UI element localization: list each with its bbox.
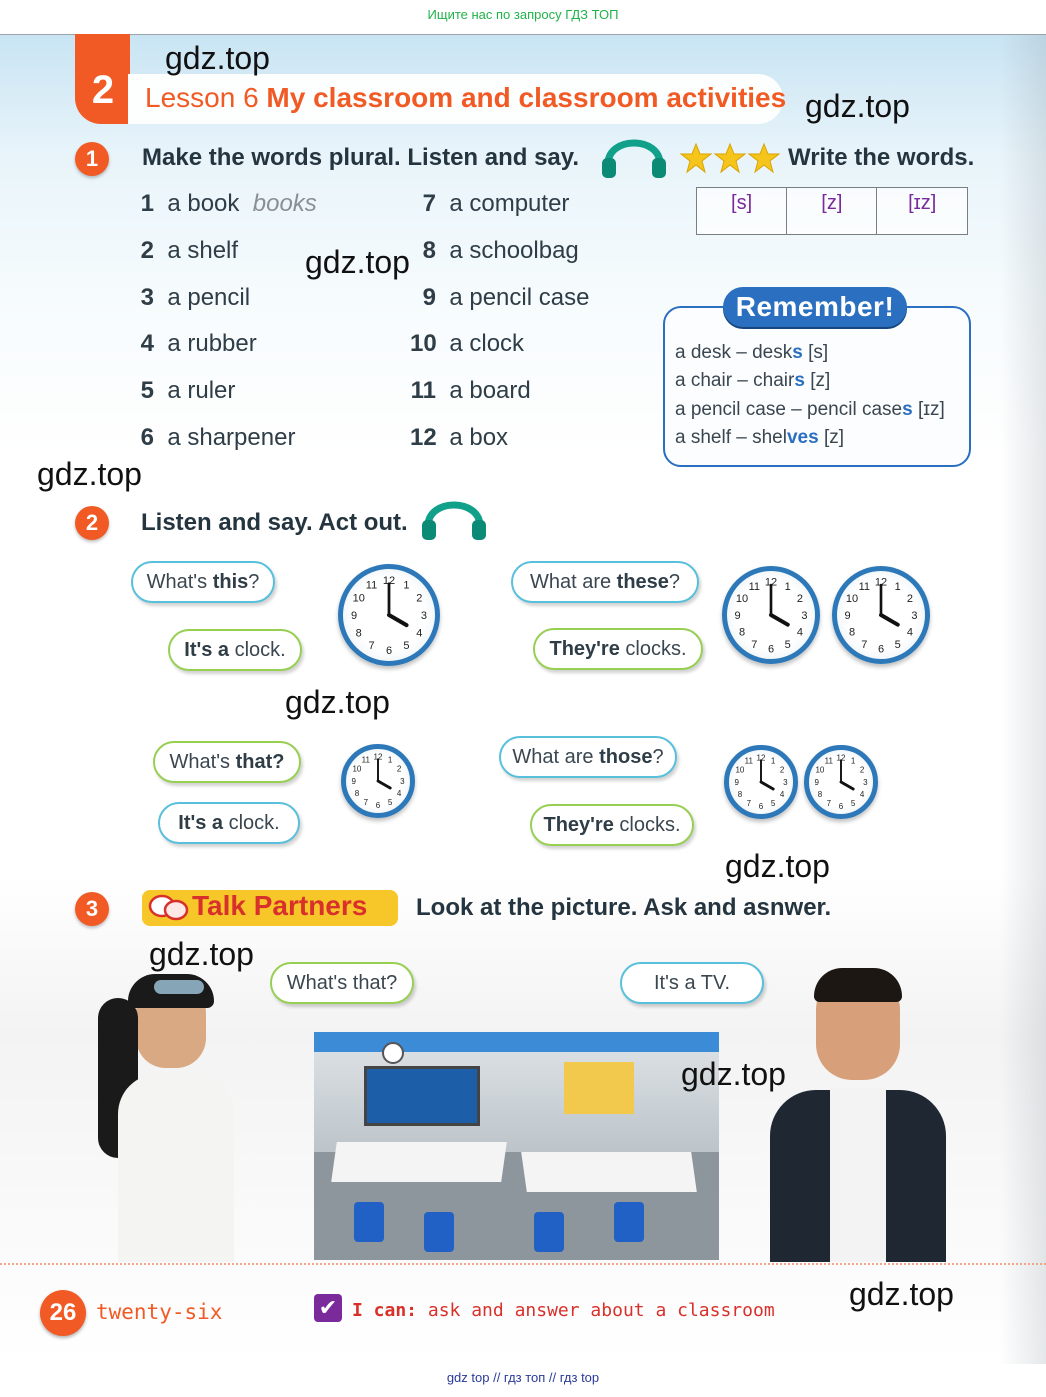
- bubble-bold-text: It's a: [178, 812, 224, 834]
- word-text: a rubber: [167, 330, 257, 357]
- word-text: a board: [449, 377, 531, 404]
- clock-number: 9: [734, 609, 741, 622]
- clock-number: 8: [354, 788, 360, 798]
- clock-number: 6: [767, 643, 775, 656]
- word-text: a clock: [449, 330, 525, 357]
- clock-number: 1: [784, 580, 791, 593]
- chat-bubbles-icon: [148, 893, 190, 923]
- remember-plural-stem: pencil case: [807, 399, 903, 420]
- clock: [722, 566, 820, 664]
- watermark: gdz.top: [681, 1056, 786, 1092]
- clock-number: 5: [770, 798, 776, 808]
- wall-clock: [382, 1042, 404, 1064]
- sound-z-cell[interactable]: [z]: [787, 188, 877, 235]
- clock-number: 11: [748, 580, 760, 593]
- clock-number: 7: [861, 638, 868, 651]
- word-text: a ruler: [167, 377, 236, 404]
- clock-number: 4: [796, 626, 804, 639]
- speech-bubble-answer: [530, 804, 694, 846]
- hour-hand: [761, 782, 773, 789]
- speech-bubble-question: [153, 741, 301, 783]
- bubble-text: ?: [248, 571, 260, 593]
- watermark: gdz.top: [37, 456, 142, 492]
- exercise-2-number: 2: [75, 506, 109, 540]
- clock-number: 5: [894, 638, 901, 651]
- clock: [338, 564, 440, 666]
- word-number: 2: [140, 237, 154, 264]
- clock-number: 9: [814, 777, 819, 787]
- remember-line: [675, 342, 828, 364]
- clock-number: 6: [758, 802, 764, 812]
- clock-number: 6: [385, 644, 393, 657]
- girl-illustration: [98, 978, 238, 1262]
- word-number: 4: [140, 330, 154, 357]
- bubble-text: clocks.: [619, 638, 687, 660]
- clock-number: 4: [859, 789, 865, 799]
- remember-sound: [z]: [810, 370, 831, 391]
- remember-singular: a desk –: [675, 342, 747, 363]
- clock-number: 2: [859, 765, 865, 775]
- hour-hand: [389, 615, 407, 625]
- clock-dial: [343, 569, 435, 661]
- clock-number: 12: [874, 576, 888, 589]
- write-words-instruction: Write the words.: [788, 144, 975, 171]
- footer-links[interactable]: gdz top // гдз топ // гдз top: [446, 1370, 600, 1385]
- word-item: [410, 190, 569, 218]
- clock: [832, 566, 930, 664]
- clock-number: 3: [801, 609, 808, 622]
- word-item: [410, 424, 508, 452]
- word-text: a box: [449, 424, 509, 451]
- speech-bubble-question: What's that?: [270, 962, 414, 1004]
- page-top-line: [0, 34, 1046, 35]
- hour-hand: [881, 615, 898, 625]
- sound-s-cell[interactable]: [s]: [697, 188, 787, 235]
- word-text: a pencil case: [449, 284, 590, 311]
- clock-number: 4: [779, 789, 785, 799]
- clock-number: 12: [373, 752, 383, 762]
- word-number: 7: [422, 190, 436, 217]
- word-text: a pencil: [167, 284, 251, 311]
- clock-number: 2: [796, 593, 804, 606]
- remember-line: [675, 399, 945, 421]
- lesson-label: Lesson 6: [145, 82, 259, 113]
- hour-hand: [841, 782, 853, 789]
- clock-number: 7: [746, 798, 752, 808]
- clock-number: 11: [361, 755, 370, 765]
- clock-number: 10: [735, 765, 745, 775]
- clock-number: 10: [815, 765, 825, 775]
- clock-number: 8: [737, 789, 743, 799]
- word-item: [410, 330, 524, 358]
- word-number: 1: [140, 190, 154, 217]
- clock-number: 9: [734, 777, 739, 787]
- word-item: [140, 424, 295, 452]
- remember-sound: [ɪz]: [917, 399, 945, 420]
- headphones-icon[interactable]: [600, 128, 668, 178]
- speech-bubble-question: [131, 561, 275, 603]
- word-item: [140, 377, 235, 405]
- bubble-bold-text: this: [212, 571, 249, 593]
- star-icon: [680, 142, 780, 174]
- footer-divider: [0, 1263, 1046, 1265]
- clock-number: 12: [756, 753, 766, 763]
- boy-illustration: [770, 970, 946, 1262]
- clock-number: 6: [877, 643, 885, 656]
- hour-hand: [378, 781, 390, 788]
- bubble-text: ?: [652, 746, 664, 768]
- watermark: gdz.top: [805, 88, 910, 124]
- word-number: 11: [410, 377, 436, 404]
- clock-number: 12: [382, 574, 396, 587]
- clock-number: 3: [400, 776, 405, 786]
- clock-number: 2: [906, 593, 914, 606]
- clock-number: 7: [751, 638, 758, 651]
- clock-number: 5: [850, 798, 856, 808]
- clock-number: 12: [764, 576, 778, 589]
- word-item: [140, 330, 257, 358]
- page-number-words: twenty-six: [96, 1300, 223, 1324]
- bubble-text: What's: [169, 751, 236, 773]
- clock-number: 10: [352, 592, 365, 605]
- clock-number: 1: [894, 580, 901, 593]
- word-item: [140, 190, 317, 218]
- clock-number: 9: [351, 776, 356, 786]
- watermark: gdz.top: [725, 848, 830, 884]
- classroom-chair: [424, 1212, 454, 1252]
- remember-plural-ending: s: [902, 399, 913, 420]
- clock-number: 5: [387, 797, 393, 807]
- clock-number: 1: [403, 579, 410, 592]
- clock: [341, 744, 415, 818]
- clock-dial: [729, 750, 793, 814]
- clock-number: 6: [838, 802, 844, 812]
- word-item: [140, 284, 250, 312]
- exercise-2-instruction: Listen and say. Act out.: [141, 509, 408, 536]
- watermark: gdz.top: [305, 244, 410, 280]
- sound-iz-cell[interactable]: [ɪz]: [877, 188, 968, 235]
- remember-sound: [z]: [823, 427, 845, 448]
- sound-table: [696, 187, 968, 235]
- word-item: [410, 377, 531, 405]
- clock-number: 3: [420, 609, 428, 622]
- speech-bubble-answer: [533, 628, 703, 670]
- clock-number: 11: [744, 756, 753, 766]
- watermark: gdz.top: [285, 684, 390, 720]
- clock-dial: [809, 750, 873, 814]
- clock-number: 9: [844, 609, 851, 622]
- word-number: 12: [410, 424, 437, 451]
- lesson-title: [145, 82, 786, 114]
- speech-bubble-question: [499, 736, 677, 778]
- boy-hair: [814, 968, 902, 1002]
- clock-number: 11: [824, 756, 833, 766]
- remember-singular: a shelf –: [675, 427, 747, 448]
- clock-dial: [346, 749, 410, 813]
- bubble-text: clocks.: [613, 814, 681, 836]
- clock-number: 10: [352, 764, 362, 774]
- clock-number: 7: [826, 798, 832, 808]
- clock-number: 8: [355, 627, 362, 640]
- bubble-bold-text: that?: [235, 751, 285, 773]
- bubble-text: clock.: [223, 812, 280, 834]
- photo-ceiling-strip: [314, 1032, 719, 1052]
- word-text: a computer: [449, 190, 570, 217]
- word-answer: books: [252, 190, 317, 217]
- clock-number: 3: [783, 777, 788, 787]
- clock-number: 8: [738, 626, 746, 639]
- exercise-1-number: 1: [75, 142, 109, 176]
- clock-number: 8: [817, 789, 823, 799]
- bubble-bold-text: these: [616, 571, 669, 593]
- word-number: 10: [410, 330, 437, 357]
- clock-number: 12: [836, 753, 846, 763]
- clock-number: 4: [396, 788, 402, 798]
- watermark: gdz.top: [149, 936, 254, 972]
- clock-number: 4: [906, 626, 914, 639]
- classroom-chair: [534, 1212, 564, 1252]
- classroom-desk: [521, 1152, 697, 1192]
- clock-number: 1: [770, 756, 776, 766]
- clock-dial: [727, 571, 815, 659]
- remember-plural-stem: desk: [752, 342, 793, 363]
- remember-line: [675, 427, 844, 449]
- i-can-statement: [352, 1300, 775, 1321]
- clock: [804, 745, 878, 819]
- tv-screen: [364, 1066, 480, 1126]
- hour-hand: [771, 615, 788, 625]
- remember-title: Remember!: [723, 287, 907, 327]
- clock-number: 4: [416, 627, 423, 640]
- remember-plural-stem: shel: [752, 427, 787, 448]
- speech-bubble-answer: [158, 802, 300, 844]
- classroom-chair: [614, 1202, 644, 1242]
- clock-number: 11: [858, 580, 870, 593]
- bubble-text: ?: [668, 571, 681, 593]
- clock-number: 5: [403, 640, 410, 653]
- remember-singular: a pencil case –: [675, 399, 802, 420]
- girl-shirt: [118, 1074, 234, 1262]
- page-number: 26: [40, 1290, 86, 1336]
- word-number: 6: [140, 424, 154, 451]
- bubble-text: What's: [146, 571, 213, 593]
- clock-number: 2: [416, 592, 423, 605]
- clock-number: 2: [396, 764, 402, 774]
- i-can-label: I can:: [352, 1300, 418, 1321]
- exercise-3-number: 3: [75, 892, 109, 926]
- clock-number: 6: [375, 801, 381, 811]
- clock-number: 5: [784, 638, 791, 651]
- bubble-text: What are: [529, 571, 617, 593]
- speech-bubble-answer: [168, 629, 302, 671]
- talk-partners-label: Talk Partners: [192, 890, 368, 921]
- word-text: a sharpener: [167, 424, 296, 451]
- page-edge-shadow: [1000, 34, 1046, 1364]
- bubble-bold-text: They're: [543, 814, 614, 836]
- lesson-main-title: My classroom and classroom activities: [266, 82, 787, 113]
- headband: [154, 980, 204, 994]
- clock-dial: [837, 571, 925, 659]
- classroom-photo: [314, 1032, 719, 1260]
- bubble-bold-text: It's a: [184, 639, 230, 661]
- speech-bubble-answer: It's a TV.: [620, 962, 764, 1004]
- word-item: [140, 237, 238, 265]
- clock-number: 9: [350, 609, 358, 622]
- whiteboard-screen: [564, 1062, 634, 1114]
- i-can-text: ask and answer about a classroom: [427, 1300, 775, 1321]
- headphones-icon[interactable]: [420, 490, 488, 540]
- clock-number: 8: [848, 626, 856, 639]
- clock-number: 7: [363, 797, 369, 807]
- word-number: 9: [422, 284, 436, 311]
- clock-number: 11: [365, 579, 378, 592]
- remember-sound: [s]: [808, 342, 829, 363]
- remember-plural-ending: s: [794, 370, 805, 391]
- clock: [724, 745, 798, 819]
- unit-number: 2: [91, 68, 115, 112]
- watermark: gdz.top: [849, 1276, 954, 1312]
- speech-bubble-question: [511, 561, 699, 603]
- bubble-text: What are: [512, 746, 600, 768]
- bubble-bold-text: those: [599, 746, 653, 768]
- checkmark-icon: ✔: [314, 1294, 342, 1322]
- remember-line: [675, 370, 830, 392]
- remember-plural-ending: s: [792, 342, 803, 363]
- exercise-1-instruction: Make the words plural. Listen and say.: [142, 144, 580, 171]
- clock-number: 1: [387, 755, 393, 765]
- word-text: a schoolbag: [449, 237, 579, 264]
- word-text: a shelf: [167, 237, 239, 264]
- clock-number: 7: [368, 640, 375, 653]
- word-item: [410, 284, 589, 312]
- remember-plural-stem: chair: [753, 370, 795, 391]
- word-number: 5: [140, 377, 154, 404]
- word-number: 8: [422, 237, 436, 264]
- clock-number: 2: [779, 765, 785, 775]
- word-item: [410, 237, 579, 265]
- word-text: a book: [167, 190, 240, 217]
- exercise-3-instruction: Look at the picture. Ask and asnwer.: [416, 894, 832, 921]
- bubble-bold-text: They're: [549, 638, 620, 660]
- remember-plural-ending: ves: [786, 427, 819, 448]
- watermark: gdz.top: [165, 40, 270, 76]
- word-number: 3: [140, 284, 154, 311]
- clock-number: 3: [863, 777, 868, 787]
- remember-singular: a chair –: [675, 370, 748, 391]
- classroom-chair: [354, 1202, 384, 1242]
- top-banner[interactable]: Ищите нас по запросу ГДЗ ТОП: [427, 7, 619, 22]
- bubble-text: clock.: [229, 639, 286, 661]
- clock-number: 1: [850, 756, 856, 766]
- clock-number: 10: [735, 593, 749, 606]
- clock-number: 3: [911, 609, 918, 622]
- boy-shirt: [830, 1088, 886, 1262]
- classroom-desk: [331, 1142, 507, 1182]
- clock-number: 10: [845, 593, 859, 606]
